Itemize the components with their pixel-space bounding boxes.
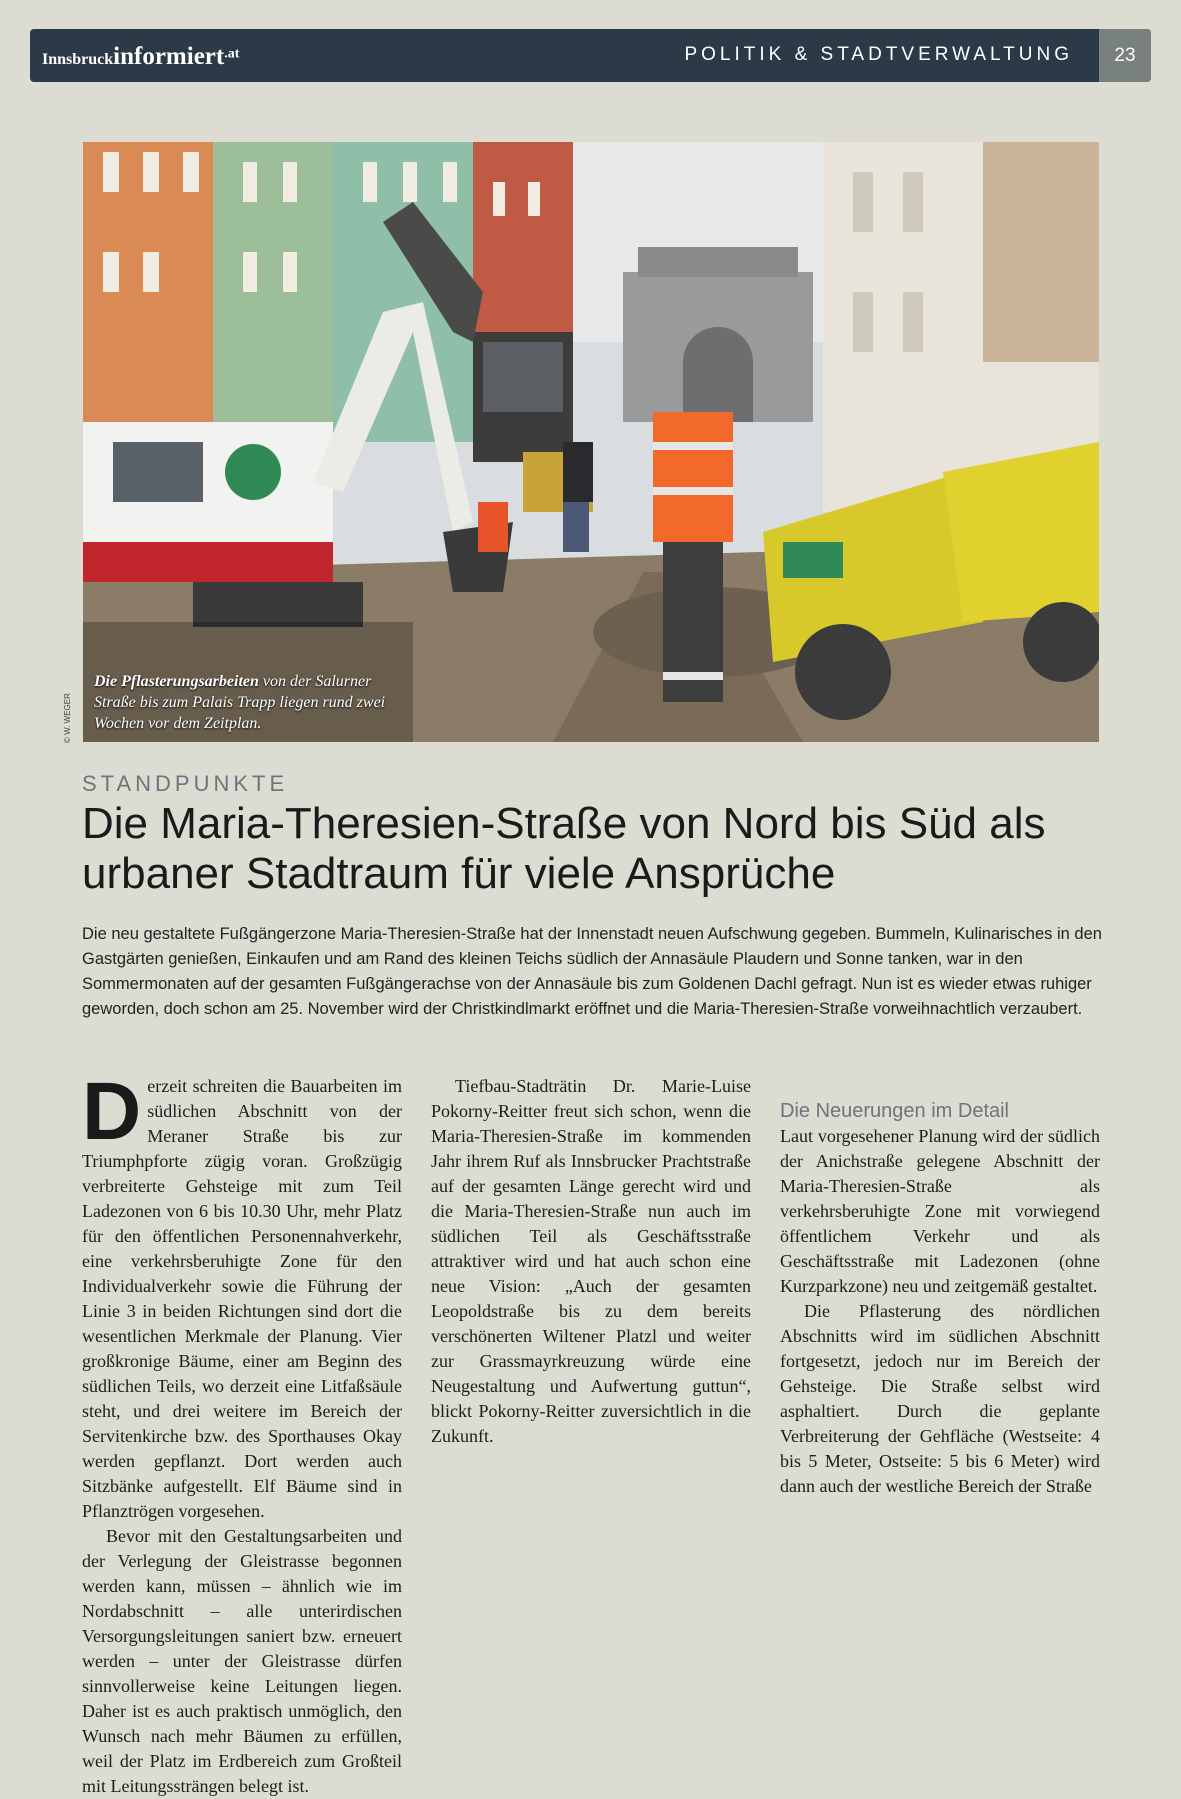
caption-bold: Die Pflasterungsarbeiten <box>94 673 259 690</box>
logo[interactable] <box>42 43 239 71</box>
caption-text: von der Salurner Straße bis zum Palais Trapp liegen rund zwei Wochen vor dem Zeitplan. <box>94 673 386 732</box>
paragraph: Tiefbau-Stadträtin Dr. Marie-Luise Pokorny-Reitter freut sich schon, wenn die Maria-Theresien-Straße im kommenden Jahr ihrem Ruf als Innsbrucker Prachtstraße auf der gesamten Länge gerecht wird und die Maria-Theresien-Straße nun auch im südlichen Teil als Geschäftsstraße attraktiver wird und hat auch schon eine neue Vision: „Auch der gesamten Leopoldstraße bis zu dem bereits verschönerten Wiltener Platzl und weiter zur Grassmayrkreuzung würde eine Neugestaltung und Aufwertung guttun“, blickt Pokorny-Reitter zuversichtlich in die Zukunft. <box>431 1076 751 1446</box>
paragraph: Bevor mit den Gestaltungsarbeiten und der Verlegung der Gleistrasse begonnen werden kann, müssen – ähnlich wie im Nordabschnitt – alle unterirdischen Versorgungsleitungen saniert bzw. erneuert werden – unter der Gleistrasse dürfen sinnvollerweise keine Leitungen liegen. Daher ist es auch praktisch unmöglich, den Wunsch nach mehr Bäumen zu erfüllen, weil der Platz im Erdbereich zum Großteil mit Leitungssträngen belegt ist. <box>82 1526 402 1796</box>
paragraph: Laut vorgesehener Planung wird der südlich der Anichstraße gelegene Abschnitt der Maria-Theresien-Straße als verkehrsberuhigte Zone mit vorwiegend öffentlichem Verkehr und als Geschäftsstraße mit Ladezonen (ohne Kurzparkzone) neu und zeitgemäß gestaltet. <box>780 1126 1100 1296</box>
logo-small: Innsbruck <box>42 51 114 68</box>
article-lead: Die neu gestaltete Fußgängerzone Maria-Theresien-Straße hat der Innenstadt neuen Aufschwung gegeben. Bummeln, Kulinarisches in den Gastgärten genießen, Einkaufen und am Rand des kleinen Teichs südlich der Annasäule Plaudern und Sonne tanken, war in den Sommermonaten auf der gesamten Fußgängerachse von der Annasäule bis zum Goldenen Dachl gefragt. Nun ist es wieder etwas ruhiger geworden, doch schon am 25. November wird der Christkindlmarkt eröffnet und die Maria-Theresien-Straße vorweihnachtlich verzaubert. <box>82 925 1102 1018</box>
photo-illustration <box>83 142 1099 742</box>
page-number: 23 <box>1099 29 1151 82</box>
header-bar <box>30 29 1151 82</box>
drop-cap: D <box>82 1066 142 1157</box>
kicker: STANDPUNKTE <box>82 771 289 796</box>
paragraph: erzeit schreiten die Bauarbeiten im südlichen Abschnitt von der Meraner Straße bis zur Triumphpforte zügig voran. Großzügig verbreiterte Gehsteige mit zum Teil Ladezonen von 6 bis 10.30 Uhr, mehr Platz für den öffentlichen Personennahverkehr, eine verkehrsberuhigte Zone für den Individualverkehr sowie die Führung der Linie 3 in beiden Richtungen sind dort die wesentlichen Merkmale der Planung. Vier großkronige Bäume, einer am Beginn des südlichen Teils, wo derzeit eine Litfaßsäule steht, und drei weitere im Bereich der Servitenkirche bzw. des Sporthauses Okay werden gepflanzt. Dort werden auch Sitzbänke aufgestellt. Elf Bäume sind in Pflanztrögen vorgesehen. <box>82 1076 402 1521</box>
logo-main: informiert <box>113 43 225 70</box>
logo-suffix: .at <box>224 46 240 62</box>
paragraph: Die Pflasterung des nördlichen Abschnitts wird im südlichen Abschnitt fortgesetzt, jedoch nur im Bereich der Gehsteige. Die Straße selbst wird asphaltiert. Durch die geplante Verbreiterung der Gehfläche (Westseite: 4 bis 5 Meter, Ostseite: 5 bis 6 Meter) wird dann auch der westliche Bereich der Straße <box>780 1301 1100 1496</box>
photo-credit: © W. WEGER <box>63 693 72 743</box>
body-column-1 <box>82 1066 402 1799</box>
body-column-3 <box>780 1074 1100 1499</box>
photo-caption <box>94 671 414 734</box>
subheading: Die Neuerungen im Detail <box>780 1100 1010 1122</box>
article-title: Die Maria-Theresien-Straße von Nord bis Süd als urbaner Stadtraum für viele Ansprüche <box>82 799 1046 898</box>
construction-photo <box>83 142 1099 742</box>
body-column-2 <box>431 1074 751 1449</box>
section-label: POLITIK & STADTVERWALTUNG <box>684 44 1073 65</box>
